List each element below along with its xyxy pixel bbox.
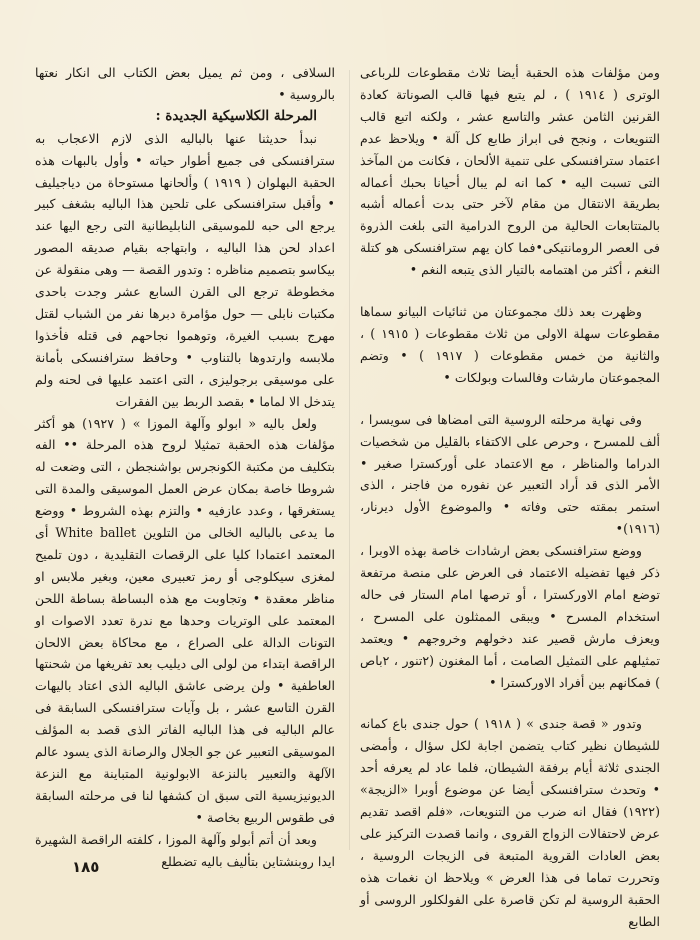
paragraph: نبدأ حديثنا عنها بالباليه الذى لازم الاعجاب به سترافنسكى فى جميع أطوار حياته • وأول بالبهات هذه الحقبة البهلوان ( ١٩١٩ ) وألحانها مستوحاة من دياجيليف • وأقبل سترافنسكى على تلحين هذا الباليه بشغف كبير يرجع الى حبه للموسيقى النابليطانية التى رجع اليها عند اعداد لحن هذا الباليه ، وابتهاجه بقيام صديقه المصور بيكاسو بتصميم مناظره : وتدور القصة — وهى منقولة عن مخطوطة ترجع الى القرن السابع عشر وجدت باحدى مكتبات نابلى — حول مؤامرة دبرها نفر من الشباب لقتل مهرج بسبب الغيرة، وتوهموا نجاحهم فى قتله فأخذوا ملابسه وارتدوها بالتناوب • وحافظ سترافنسكى بأمانة على موسيقى برجوليزى ، التى اعتمد عليها فى لحنه ولم يتدخل الا لماما • بقصد الربط بين الفقرات (35, 130, 335, 409)
paragraph: وفى نهاية مرحلته الروسية التى امضاها فى سويسرا ، ألف للمسرح ، وحرص على الاكتفاء بالقليل من شخصيات الدراما والمناظر ، مع الاعتماد على أوركسترا صغير • الأمر الذى قد أراد التعبير عن نفوره من فاجنر ، الذى استمر بمقته حتى وفاته • والموضوع الأول ديرنار، (١٩١٦)• (360, 411, 660, 537)
paragraph: ووضع سترافنسكى بعض ارشادات خاصة بهذه الاوبرا ، ذكر فيها تفضيله الاعتماد فى العرض على منصة مرتفعة توضع امام الاوركسترا ، أو ترصها امام الستار فى حاله استخدام المسرح • ويبقى الممثلون على المسرح ، ويعزف مارش قصير عند دخولهم وخروجهم • ويعتمد تمثيلهم على التمثيل الصامت ، أما المغنون (٢تنور ، ٢باص ) فمكانهم بين أفراد الاوركسترا • (360, 543, 661, 690)
section-heading: المرحلة الكلاسيكية الجديدة : (155, 107, 317, 124)
left-column (35, 62, 335, 873)
paragraph: وظهرت بعد ذلك مجموعتان من ثنائيات البيانو سماها مقطوعات سهلة الاولى من ثلاث مقطوعات ( ١٩١٥ ) ، والثانية من خمس مقطوعات ( ١٩١٧ ) • وتضم المجموعتان مارشات وفالسات وبولكات • (360, 304, 660, 385)
paragraph: السلافى ، ومن ثم يميل بعض الكتاب الى انكار نعتها بالروسية • (35, 65, 335, 102)
right-column (360, 62, 660, 933)
column-gutter (349, 70, 350, 850)
paragraph: ولعل باليه « ابولو وآلهة الموزا » ( ١٩٢٧) هو أكثر مؤلفات هذه الحقبة تمثيلا لروح هذه المرحلة •• الفه بتكليف من مكتبة الكونجرس بواشنجطن ، التى وضعت له شروطا خاصة بمكان عرض العمل الموسيقى والمدة التى يستغرقها ، وعدد عازفيه • والتزم بهذه الشروط • ووضع ما يدعى بالباليه الخالى من التلوين White ballet أى المعتمد اعتمادا كليا على الرقصات التقليدية ، دون تلميح لمغزى سيكلوجى أو رمز تعبيرى معين، وبغير ملابس او مناظر معقدة • وتجاوبت مع هذه البساطة بساطة اللحن المعتمد على الوتريات وحدها مع ندرة تعدد الاصوات او التونات الدالة على الصراع ، مع محاكاة بعض الالحان الراقصة ابتداء من لولى الى ديليب بعد تفريغها من شحنتها العاطفية • ولن يرضى عاشق الباليه الذى اعتاد باليهات القرن التاسع عشر ، بل وآيات سترافنسكى السابقة فى عالم الباليه فى هذا الباليه الفاتر الذى قصد به المؤلف الموسيقى التعبير عن جو الجلال والرصانة الذى يسود عالم الآلهة والتعبير بالنزعة الابولونية المتباينة مع النزعة الديونيزيسية التى سبق ان كشفها لنا فى مرحلته السابقة فى طقوس الربيع بخاصة • (35, 415, 335, 825)
paragraph: ومن مؤلفات هذه الحقبة أيضا ثلاث مقطوعات للرباعى الوترى ( ١٩١٤ ) ، لم يتبع فيها قالب الصوناتة كعادة القرنين الثامن عشر والتاسع عشر ، ولكنه اتبع قالب التنويعات ، ونجح فى ابراز طابع كل آلة • ويلاحظ عدم اعتماد سترافنسكى على تنمية الألحان ، فكانت من المآخذ التى تسبت اليه • كما انه لم يبال أحيانا بحبك أعماله بطريقة الانتقال من مقام لآخر حتى بدت أعماله أشبه بالمتتابعات الحالية من الروح الدرامية التى بلغت الذروة فى العصر الرومانتيكى•فما كان يهم سترافنسكى هو كتلة النغم ، أكثر من اهتمامه بالتيار الذى يتبعه النغم • (360, 65, 660, 278)
page-number: ١٨٥ (72, 858, 100, 876)
paragraph: وبعد أن أتم أبولو وآلهة الموزا ، كلفته الراقصة الشهيرة ايدا روبنشتاين بتأليف باليه تضطلع (35, 831, 335, 869)
paragraph: وتدور « قصة جندى » ( ١٩١٨ ) حول جندى باع كمانه للشيطان نظير كتاب يتضمن اجابة لكل سؤال ، وأمضى الجندى ثلاثة أيام برفقة الشيطان، فلما عاد لم يعرفه أحد • وتحدث سترافنسكى أيضا عن موضوع أوبرا «الزيجة» (١٩٢٢) فقال انه ضرب من التنويعات، «فلم اقصد تقديم عرض لاحتفالات الزواج القروى ، وانما قصدت التركيز على بعض العادات القروية المتبعة فى الزيجات الروسية ، وتحررت تماما فى هذا العرض » ويلاحظ ان نغمات هذه الحقبة الروسية لم تكن قاصرة على الفولكلور الروسى أو الطابع (360, 716, 660, 929)
